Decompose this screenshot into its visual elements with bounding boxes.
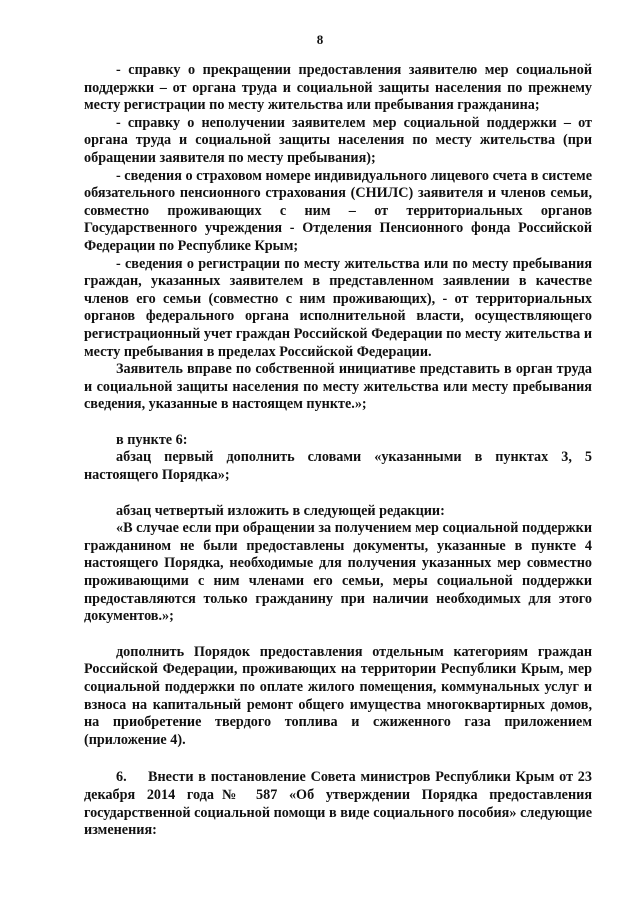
paragraph-applicant-right: Заявитель вправе по собственной инициативе представить в орган труда и социальной защиты населения по месту жительства или месту пребывания сведения, указанные в настоящем пункте.»; (84, 361, 592, 413)
spacer (84, 626, 592, 644)
document-body (84, 62, 592, 840)
paragraph-certificate-non-receipt: - справку о неполучении заявителем мер социальной поддержки – от органа труда и социальной защиты населения по месту жительства (при обращении заявителя по месту пребывания); (84, 114, 592, 166)
paragraph-certificate-termination: - справку о прекращении предоставления заявителю мер социальной поддержки – от органа труда и социальной защиты населения по прежнему месту регистрации по месту жительства или пребывания гражданина; (84, 62, 592, 114)
paragraph-snils-info: - сведения о страховом номере индивидуального лицевого счета в системе обязательного пенсионного страхования (СНИЛС) заявителя и членов семьи, совместно проживающих с ним – от территориальных органов Государственного учреждения - Отделения Пенсионного фонда Российской Федерации по Республике Крым; (84, 167, 592, 254)
spacer (84, 485, 592, 503)
paragraph-quoted-text: «В случае если при обращении за получением мер социальной поддержки гражданином не были предоставлены документы, указанные в пункте 4 настоящего Порядка, необходимые для получения указанных мер совместно проживающими с ним членами его семьи, меры социальной поддержки предоставляются только гражданину при наличии необходимых для этого документов.»; (84, 520, 592, 625)
paragraph-item-6 (84, 769, 592, 839)
item-number: 6. (116, 769, 127, 786)
spacer (84, 414, 592, 432)
paragraph-clause-6: в пункте 6: (116, 431, 188, 448)
spacer (84, 749, 592, 769)
paragraph-registration-info: - сведения о регистрации по месту жительства или по месту пребывания граждан, указанных заявителем в представленном заявлении в качестве членов его семьи (совместно с ним проживающих), - от территориальных органов федерального органа исполнительной власти, осуществляющего регистрационный учет граждан Российской Федерации по месту жительства и месту пребывания в пределах Российской Федерации. (84, 255, 592, 360)
item-6-text: Внести в постановление Совета министров Республики Крым от 23 декабря 2014 года№ 587 «Об утверждении Порядка предоставления государственной социальной помощи в виде социального пособия» следующие изменения: (84, 769, 592, 839)
page-number: 8 (316, 32, 324, 47)
paragraph-fourth-amendment: абзац четвертый изложить в следующей редакции: (116, 502, 445, 519)
paragraph-first-amendment: абзац первый дополнить словами «указанными в пунктах 3, 5 настоящего Порядка»; (84, 449, 592, 484)
paragraph-add-appendix: дополнить Порядок предоставления отдельным категориям граждан Российской Федерации, проживающих на территории Республики Крым, мер социальной поддержки по оплате жилого помещения, коммунальных услуг и взноса на капитальный ремонт общего имущества многоквартирных домов, на приобретение твердого топлива и сжиженного газа приложением (приложение 4). (84, 643, 592, 748)
